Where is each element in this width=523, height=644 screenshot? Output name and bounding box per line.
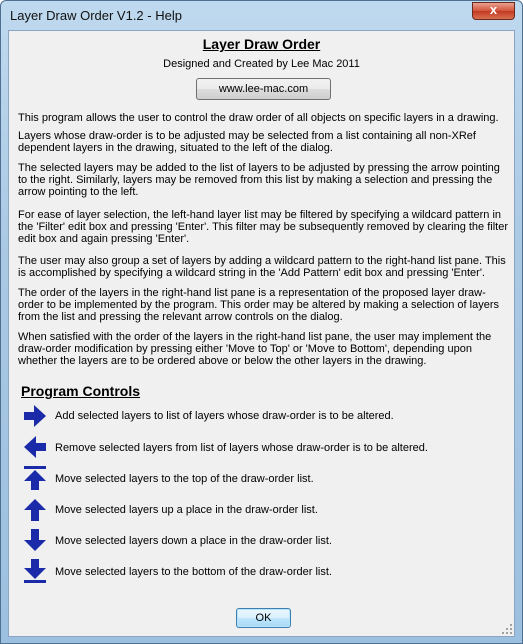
ok-button[interactable]: OK	[236, 608, 291, 628]
paragraph-order: The order of the layers in the right-hand list pane is a representation of the proposed layer draw-order to be implemented by the program. This order may be altered by making a selection of layers from the list and pressing the relevant arrow controls on the dialog.	[18, 287, 499, 323]
website-link-button[interactable]: www.lee-mac.com	[196, 78, 331, 100]
dialog-body	[8, 30, 515, 637]
close-icon: x	[489, 2, 498, 17]
control-label-add: Add selected layers to list of layers whose draw-order is to be altered.	[55, 410, 394, 422]
control-label-move-bottom: Move selected layers to the bottom of the draw-order list.	[55, 566, 332, 578]
credit-text: Designed and Created by Lee Mac 2011	[163, 58, 360, 70]
move-to-top-icon	[23, 466, 47, 490]
paragraph-filter: For ease of layer selection, the left-hand layer list may be filtered by specifying a wildcard pattern in the 'Filter' edit box and pressing 'Enter'. This filter may be subsequently removed by clearing the filter edit box and again pressing 'Enter'.	[18, 209, 508, 245]
paragraph-add-remove: The selected layers may be added to the list of layers to be adjusted by pressing the arrow pointing to the right. Similarly, layers may be removed from this list by making a selection and pressing the arrow pointing to the left.	[18, 162, 500, 198]
move-to-bottom-icon	[23, 559, 47, 583]
page-title: Layer Draw Order	[202, 36, 321, 52]
paragraph-pattern: The user may also group a set of layers by adding a wildcard pattern to the right-hand list pane. This is accomplished by specifying a wildcard string in the 'Add Pattern' edit box and pressing 'Enter'.	[18, 255, 506, 279]
controls-heading: Program Controls	[21, 383, 141, 399]
arrow-up-icon	[23, 498, 47, 522]
control-label-remove: Remove selected layers from list of layers whose draw-order is to be altered.	[55, 442, 428, 454]
window-title: Layer Draw Order V1.2 - Help	[10, 8, 182, 23]
paragraph-layer-selection: Layers whose draw-order is to be adjusted may be selected from a list containing all non-XRef dependent layers in the drawing, situated to the left of the dialog.	[18, 130, 476, 154]
arrow-down-icon	[23, 528, 47, 552]
control-label-move-down: Move selected layers down a place in the draw-order list.	[55, 535, 332, 547]
resize-grip-icon[interactable]	[501, 623, 513, 635]
title-bar[interactable]	[1, 1, 522, 29]
control-label-move-up: Move selected layers up a place in the draw-order list.	[55, 504, 318, 516]
arrow-left-icon	[23, 435, 47, 459]
paragraph-apply: When satisfied with the order of the layers in the right-hand list pane, the user may implement the draw-order modification by pressing either 'Move to Top' or 'Move to Bottom', depending upon whether the layers are to be ordered above or below the other layers in the drawing.	[18, 331, 492, 367]
arrow-right-icon	[23, 404, 47, 428]
close-button[interactable]	[472, 2, 515, 20]
control-label-move-top: Move selected layers to the top of the draw-order list.	[55, 473, 314, 485]
paragraph-intro: This program allows the user to control the draw order of all objects on specific layers in a drawing.	[18, 112, 499, 124]
